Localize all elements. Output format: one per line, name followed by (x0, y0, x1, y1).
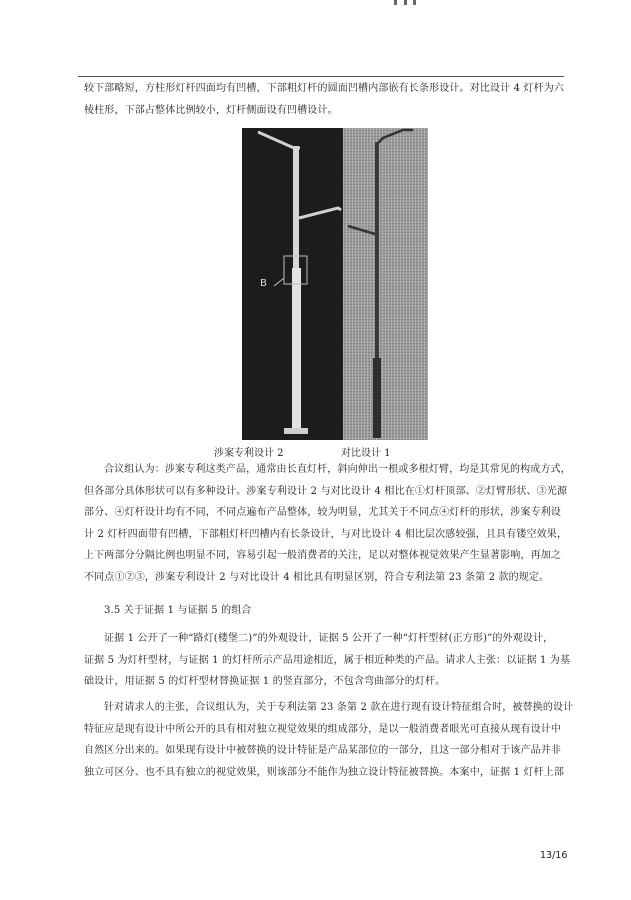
lamp-post-drawing (343, 128, 428, 440)
intro-paragraph (84, 78, 584, 121)
text-line: 上下两部分分隔比例也明显不同，容易引起一般消费者的关注，足以对整体视觉效果产生显著影响，再加之 (84, 550, 562, 561)
panel-opinion-paragraph (84, 459, 584, 588)
scan-speck (394, 0, 397, 5)
text-line: 针对请求人的主张，合议组认为，关于专利法第 23 条第 2 款在进行现有设计特征组合时，被替换的设计 (104, 702, 574, 713)
patent-design-2-image (242, 128, 343, 440)
text-line: 棱柱形，下部占整体比例较小，灯杆侧面设有凹槽设计。 (84, 104, 338, 116)
text-line: 合议组认为：涉案专利这类产品，通常由长直灯杆，斜向伸出一根或多根灯臂，均是其常见的构成方式， (104, 464, 571, 475)
lamp-post-figure (242, 128, 428, 440)
text-line: 证据 5 为灯杆型材，与证据 1 的灯杆所示产品用途相近，属于相近种类的产品。请求人主张：以证据 1 为基 (84, 654, 571, 666)
lamp-post-drawing (242, 128, 343, 440)
evidence-paragraph (84, 628, 584, 693)
scan-speck (413, 0, 416, 5)
text-line: 独立可区分、也不具有独立的视觉效果，则该部分不能作为独立设计特征被替换。本案中，证据 1 灯杆上部 (84, 766, 565, 778)
comparison-design-1-image (343, 128, 428, 440)
text-line: 但各部分具体形状可以有多种设计。涉案专利设计 2 与对比设计 4 相比在①灯杆顶部、②灯臂形状、③光源 (84, 485, 568, 497)
text-line: 较下部略短，方柱形灯杆四面均有凹槽，下部粗灯杆的圆面凹槽内部嵌有长条形设计。对比设计 4 灯杆为六 (84, 83, 565, 94)
claim-paragraph (84, 697, 584, 783)
text-line: 部分、④灯杆设计均有不同，不同点遍布产品整体，较为明显，尤其关于不同点④灯杆的形状，涉案专利设 (84, 507, 562, 518)
text-line: 础设计，用证据 5 的灯杆型材替换证据 1 的竖直部分，不包含弯曲部分的灯杆。 (84, 676, 446, 687)
figure-caption-right: 对比设计 1 (341, 448, 391, 459)
text-line: 不同点①②③，涉案专利设计 2 与对比设计 4 相比具有明显区别，符合专利法第 23 条第 2 款的规定。 (84, 571, 550, 583)
label-b: B (260, 278, 267, 289)
text-line: 自然区分出来的。如果现有设计中被替换的设计特征是产品某部位的一部分，且这一部分相对于该产品并非 (84, 745, 562, 756)
text-line: 证据 1 公开了一种“路灯(楼堡二)”的外观设计，证据 5 公开了一种“灯杆型材(正方形)”的外观设计， (104, 633, 554, 644)
page-number: 13/16 (540, 850, 568, 861)
scan-speck (404, 0, 407, 5)
figure-caption-left: 涉案专利设计 2 (214, 448, 284, 459)
text-line: 特征应是现有设计中所公开的具有相对独立视觉效果的组成部分，是以一般消费者眼光可直接从现有设计中 (84, 723, 562, 735)
header-rule (78, 76, 564, 77)
text-line: 计 2 灯杆四面带有凹槽，下部粗灯杆凹槽内有长条设计，与对比设计 4 相比层次感较强，且具有镂空效果， (84, 528, 568, 540)
section-heading: 3.5 关于证据 1 与证据 5 的组合 (104, 605, 252, 616)
